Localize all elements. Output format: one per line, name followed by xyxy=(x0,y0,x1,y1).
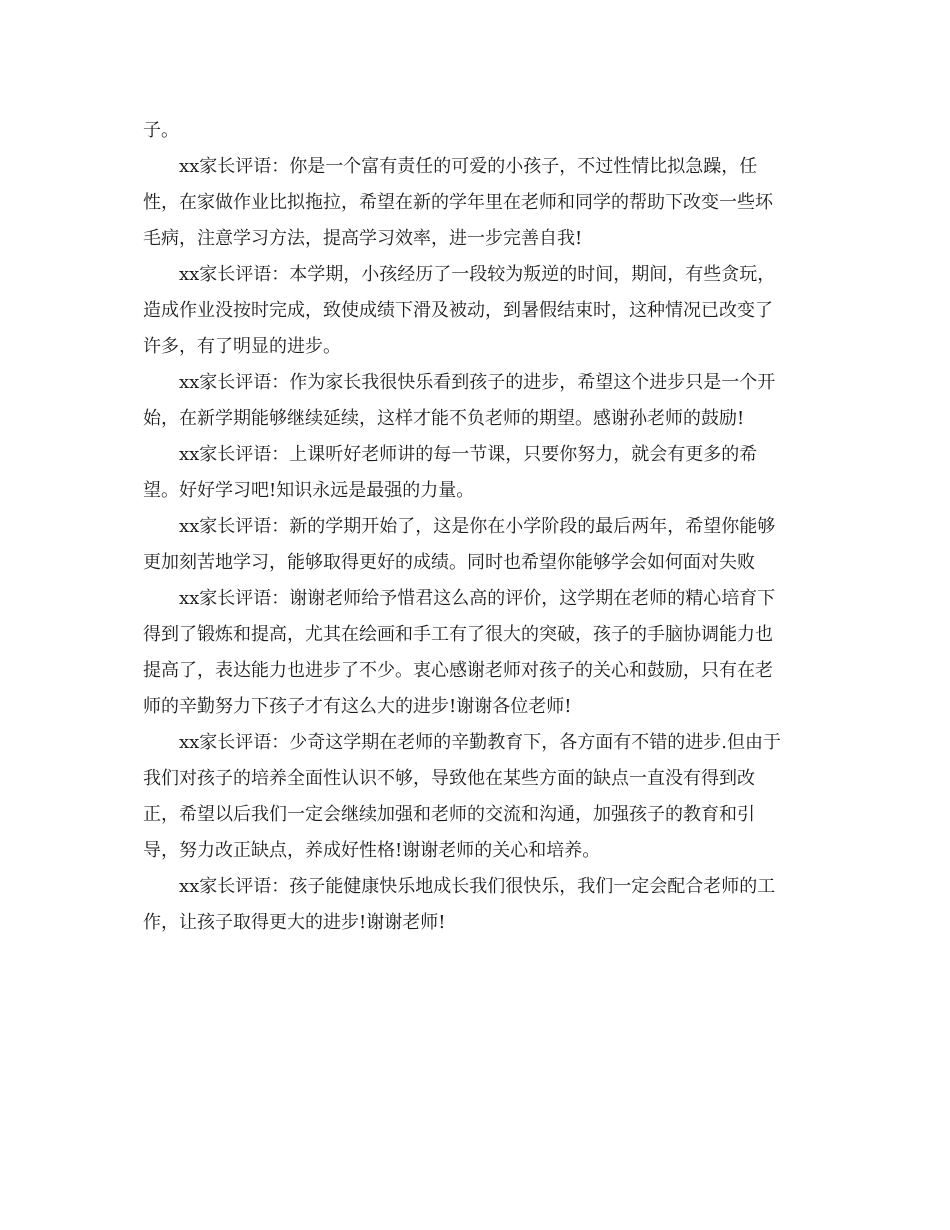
parent-comment-paragraph: xx家长评语：本学期，小孩经历了一段较为叛逆的时间，期间，有些贪玩， 造成作业没按时完成，致使成绩下滑及被动，到暑假结束时，这种情况已改变了 许多，有了明显的进步。 xyxy=(143,264,776,357)
parent-comment-paragraph: xx家长评语：上课听好老师讲的每一节课，只要你努力，就会有更多的希 望。好好学习吧!知识永远是最强的力量。 xyxy=(143,444,758,501)
parent-comment-paragraph: xx家长评语：新的学期开始了，这是你在小学阶段的最后两年，希望你能够 更加刻苦地学习，能够取得更好的成绩。同时也希望你能够学会如何面对失败 xyxy=(143,516,776,573)
parent-comment-paragraph: xx家长评语：少奇这学期在老师的辛勤教育下，各方面有不错的进步.但由于 我们对孩子的培养全面性认识不够，导致他在某些方面的缺点一直没有得到改 正，希望以后我们一定会继续加强和老师的交流和沟通，加强孩子的教育和引 导，努力改正缺点，养成好性格!谢谢老师的关心和培养。 xyxy=(143,732,782,861)
document-body xyxy=(143,113,808,941)
parent-comment-paragraph: xx家长评语：谢谢老师给予惜君这么高的评价，这学期在老师的精心培育下 得到了锻炼和提高，尤其在绘画和手工有了很大的突破，孩子的手脑协调能力也 提高了，表达能力也进步了不少。衷心感谢老师对孩子的关心和鼓励，只有在老 师的辛勤努力下孩子才有这么大的进步!谢谢各位老师! xyxy=(143,588,776,717)
parent-comment-paragraph: xx家长评语：孩子能健康快乐地成长我们很快乐，我们一定会配合老师的工 作，让孩子取得更大的进步!谢谢老师! xyxy=(143,876,776,933)
paragraph-continuation: 子。 xyxy=(143,120,179,141)
parent-comment-paragraph: xx家长评语：你是一个富有责任的可爱的小孩子，不过性情比拟急躁，任 性，在家做作业比拟拖拉，希望在新的学年里在老师和同学的帮助下改变一些坏 毛病，注意学习方法，提高学习效率，进一步完善自我! xyxy=(143,156,773,249)
parent-comment-paragraph: xx家长评语：作为家长我很快乐看到孩子的进步，希望这个进步只是一个开 始，在新学期能够继续延续，这样才能不负老师的期望。感谢孙老师的鼓励! xyxy=(143,372,776,429)
